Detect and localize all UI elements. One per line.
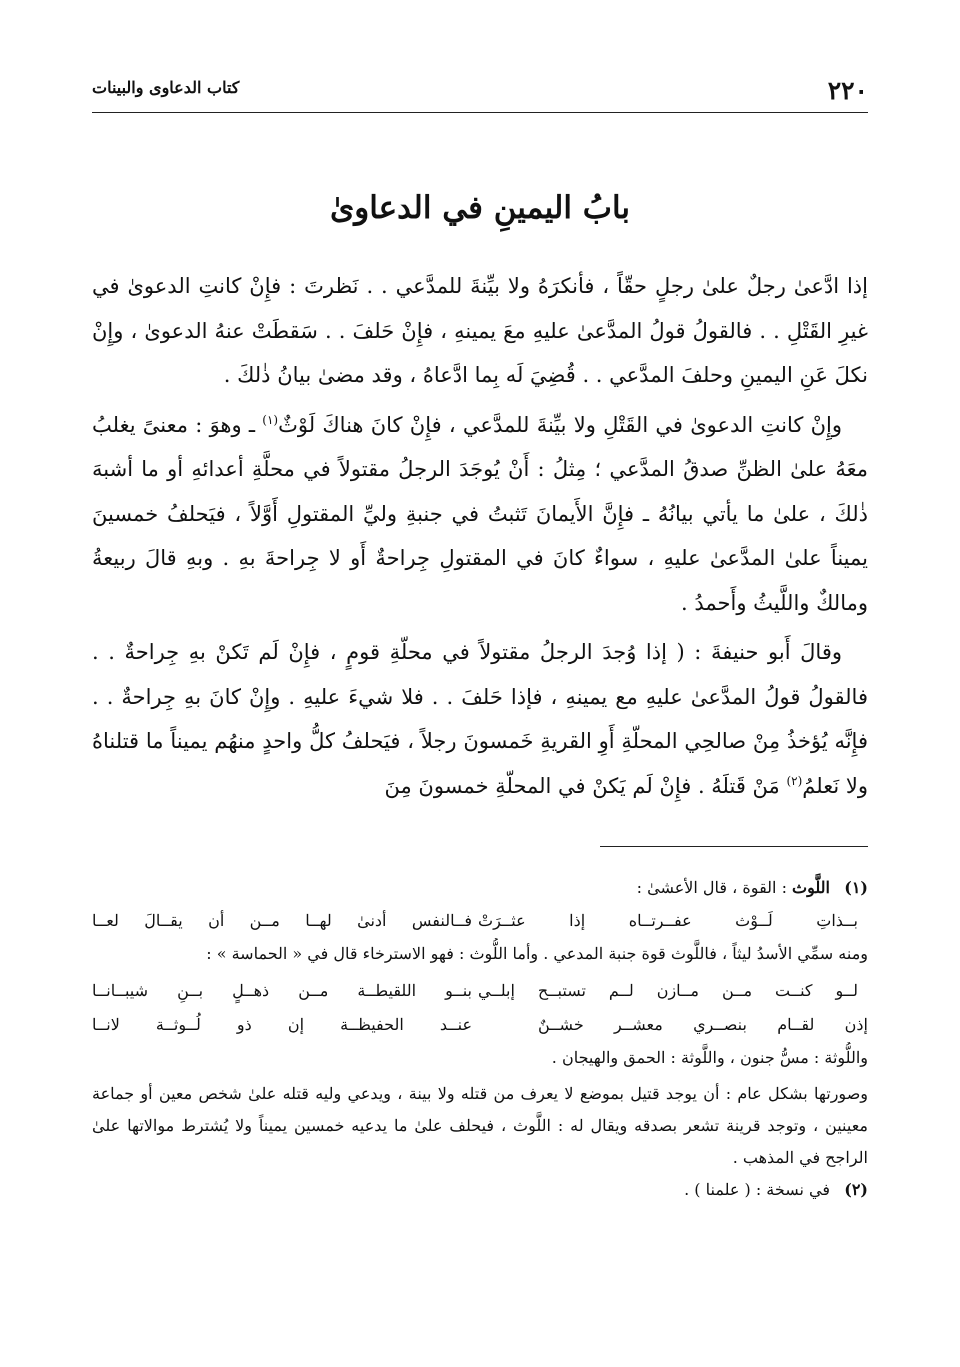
chapter-title: بابُ اليمينِ في الدعاوىٰ xyxy=(329,190,631,226)
page-number: ٢٢٠ xyxy=(827,76,868,105)
footnote-2 xyxy=(92,1174,868,1206)
paragraph-2 xyxy=(92,403,868,626)
footnote-separator xyxy=(600,846,868,847)
verse-1-first-hemistich: بــذاتِ لَــوْث عفــرتــاه إذا عثــرَتْ xyxy=(478,911,858,930)
verse-2 xyxy=(92,974,868,1008)
footnote-1-text-1: ومنه سمِّي الأسدُ ليثاً ، فاللَّوث قوة جنبة المدعي . وأما اللُّوث : فهو الاسترخاء قال في « الحماسة » : xyxy=(206,944,868,963)
verse-3 xyxy=(92,1008,868,1042)
paragraph-3 xyxy=(92,630,868,808)
footnote-2-number: (٢) xyxy=(844,1180,868,1199)
footnote-1-number: (١) xyxy=(844,878,868,897)
footnotes xyxy=(92,872,868,1206)
verse-1 xyxy=(92,904,868,938)
verse-3-second-hemistich: عنــد الحفيظــة إن ذو لُــوثــة لانــا xyxy=(92,1015,472,1034)
footnote-1-text-2: واللُّوثة : مسُّ جنون ، واللَّوثة : الحمق والهيجان . xyxy=(551,1048,868,1067)
verse-2-second-hemistich: بنــو اللقيطــة مــن ذهــلٍ بــنِ شيبــانــا xyxy=(92,981,472,1000)
verse-1-second-hemistich: فــالنفس أدنىٰ لهــا مــن أن يقــالَ لعــا xyxy=(92,911,472,930)
paragraph-2-text-b: ـ وهوَ : معنىً يغلبُ معَهُ علىٰ الظنِّ صدقُ المدَّعي ؛ مِثلُ : أَنْ يُوجَدَ الرجلُ مقتولاً في محلَّةِ أعدائهِ أو ما أشبهَ ذٰلكَ ، علىٰ ما يأتي بيانُهُ ـ فإِنَّ الأَيمانَ تَثبتُ في جنبةِ وليِّ المقتولِ أَوَّلاً ، فيَحلفُ خمسينَ يميناً علىٰ المدَّعىٰ عليهِ ، سواءٌ كانَ في المقتولِ جِراحةٌ أَو لا جِراحةَ بهِ . وبهِ قالَ ربيعةُ ومالكٌ واللَّيثُ وأَحمدُ . xyxy=(92,412,868,615)
footnote-1-keyword: اللَّوث xyxy=(792,878,830,897)
paragraph-3-text-b: مَنْ قَتلَهُ . فإِنْ لَم يَكنْ في المحلّةِ خمسونَ مِنَ xyxy=(384,773,787,798)
main-text xyxy=(92,264,868,813)
footnote-2-text: في نسخة : ( علمنا ) . xyxy=(684,1180,830,1199)
verse-3-first-hemistich: إذن لقــام بنصــري معشــر خشــنٌ xyxy=(538,1015,868,1034)
paragraph-1: إذا ادَّعىٰ رجلٌ علىٰ رجلٍ حقّاً ، فأنكرَهُ ولا بيِّنةَ للمدَّعي . . نَظرتَ : فإِنْ كانتِ الدعوىٰ في غيرِ القَتْلِ . . فالقولُ قولُ المدَّعىٰ عليهِ معَ يمينهِ ، فإِنْ حَلفَ . . سَقطَتْ عنهُ الدعوىٰ ، وإِنْ نكلَ عَنِ اليمينِ وحلفَ المدَّعي . . قُضِيَ لَه بِما ادَّعاهُ ، وقد مضىٰ بيانُ ذٰلكَ . xyxy=(92,274,868,387)
footnote-ref-1[interactable]: (١) xyxy=(262,412,279,427)
verse-2-first-hemistich: لــو كنــت مــن مــازن لــم تستبــح إبلــي xyxy=(478,981,858,1000)
footnote-ref-2[interactable]: (٢) xyxy=(786,773,803,788)
paragraph-3-text-a: وقالَ أَبو حنيفةَ : ( إذا وُجدَ الرجلُ مقتولاً في محلّةِ قومٍ ، فإِنْ لَم تَكنْ بهِ جِراحةٌ . . فالقولُ قولُ المدَّعىٰ عليهِ مع يمينهِ ، فإذا حَلفَ . . فلا شيءَ عليهِ . وإِنْ كانَ بهِ جِراحةٌ . . فإِنَّه يُؤخذُ مِنْ صالحِي المحلّةِ أَوِ القريةِ خَمسونَ رجلاً ، فيَحلفُ كلُّ واحدٍ منهُم يميناً ما قتلناهُ ولا نَعلمُ xyxy=(92,640,868,798)
footnote-1-intro-text: : القوة ، قال الأعشىٰ : xyxy=(636,878,793,897)
paragraph-2-text-a: وإِنْ كانتِ الدعوىٰ في القَتْلِ ولا بيِّنةَ للمدَّعي ، فإِنْ كانَ هناكَ لَوْثٌ xyxy=(278,412,843,437)
book-title: كتاب الدعاوى والبينات xyxy=(92,78,240,97)
running-header xyxy=(92,72,868,113)
footnote-1-text-3: وصورتها بشكل عام : أن يوجد قتيل بموضع لا يعرف من قتله ولا بينة ، ويدعي وليه قتله علىٰ شخص معين أو جماعة معينين ، وتوجد قرينة تشعر بصدقه ويقال له : اللَّوث ، فيحلف علىٰ ما يدعيه خمسين يميناً ولا يُشترط موالاتها علىٰ الراجح في المذهب . xyxy=(92,1084,868,1167)
footnote-1-intro xyxy=(92,872,868,904)
